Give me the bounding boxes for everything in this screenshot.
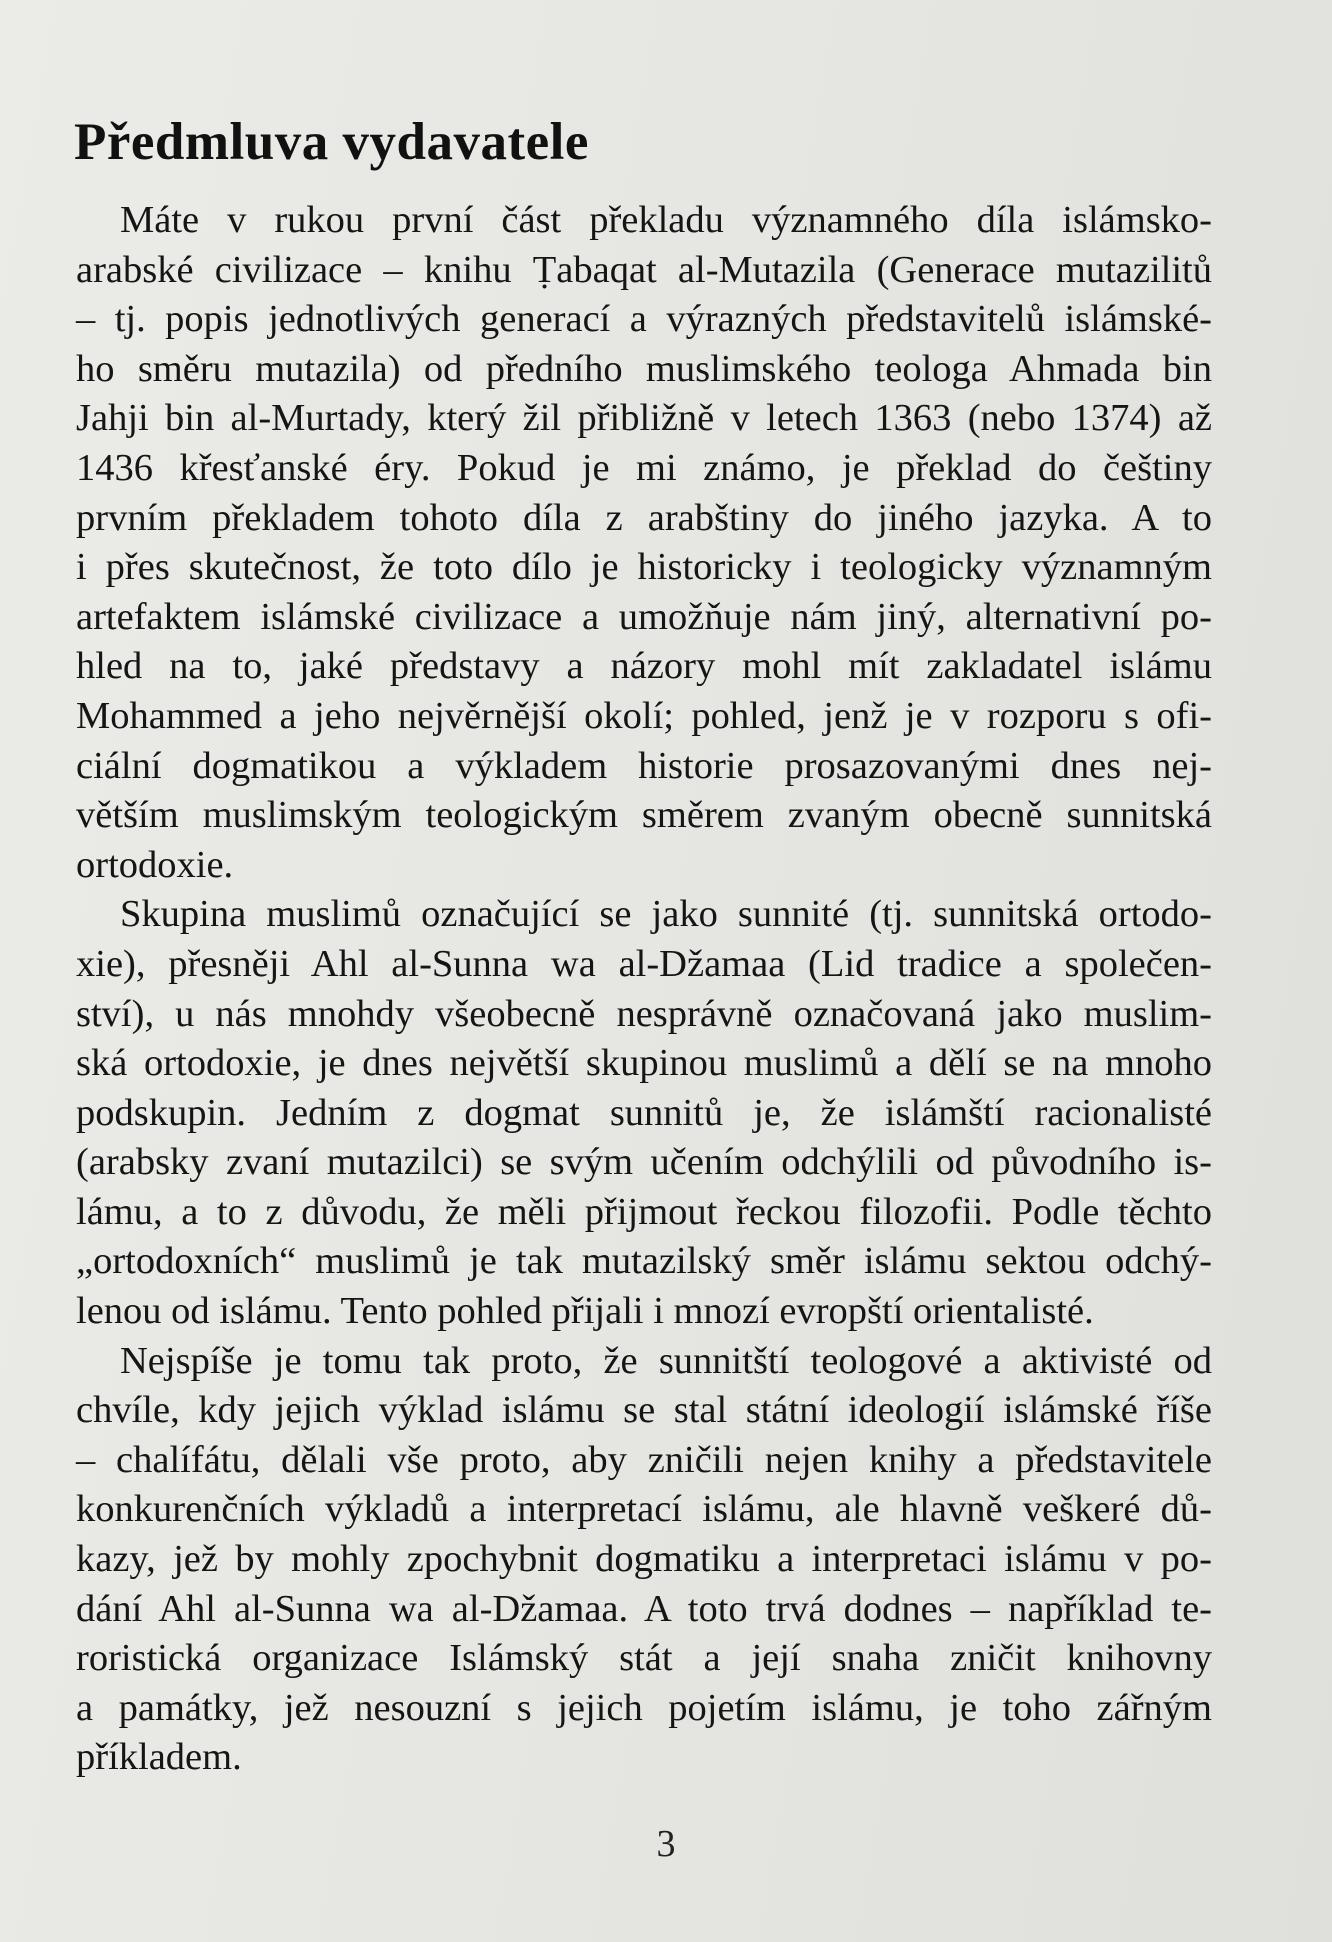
page-title: Předmluva vydavatele [74, 113, 589, 171]
text-line: roristická organizace Islámský stát a její snaha zničit knihovny [76, 1637, 1212, 1680]
text-line: Jahji bin al-Murtady, který žil přibližně v letech 1363 (nebo 1374) až [76, 397, 1212, 440]
text-line: příkladem. [76, 1736, 242, 1779]
text-line: ho směru mutazila) od předního muslimského teologa Ahmada bin [76, 347, 1212, 390]
text-line: prvním překladem tohoto díla z arabštiny do jiného jazyka. A to [76, 496, 1212, 539]
text-line: – tj. popis jednotlivých generací a výrazných představitelů islámské- [76, 298, 1212, 341]
text-line: i přes skutečnost, že toto dílo je historicky i teologicky významným [76, 546, 1212, 589]
text-line: lámu, a to z důvodu, že měli přijmout řeckou filozofii. Podle těchto [76, 1190, 1212, 1233]
text-line: 1436 křesťanské éry. Pokud je mi známo, je překlad do češtiny [76, 446, 1212, 489]
text-line: Skupina muslimů označující se jako sunnité (tj. sunnitská ortodo- [120, 893, 1212, 936]
text-line: podskupin. Jedním z dogmat sunnitů je, že islámští racionalisté [76, 1091, 1212, 1134]
paragraph [76, 196, 1212, 890]
text-line: (arabsky zvaní mutazilci) se svým učením odchýlili od původního is- [76, 1141, 1212, 1184]
text-line: ská ortodoxie, je dnes největší skupinou muslimů a dělí se na mnoho [76, 1042, 1212, 1085]
paragraph [76, 890, 1212, 1336]
text-line: větším muslimským teologickým směrem zvaným obecně sunnitská [76, 794, 1212, 837]
text-line: a památky, jež nesouzní s jejich pojetím islámu, je toho zářným [76, 1686, 1212, 1729]
text-line: Máte v rukou první část překladu významného díla islámsko- [120, 199, 1212, 241]
body-text [76, 196, 1212, 1783]
text-line: „ortodoxních“ muslimů je tak mutazilský směr islámu sektou odchý- [76, 1240, 1212, 1283]
text-line: konkurenčních výkladů a interpretací islámu, ale hlavně veškeré dů- [76, 1488, 1212, 1531]
text-line: arabské civilizace – knihu Ṭabaqat al-Mutazila (Generace mutazilitů [76, 248, 1212, 291]
text-line: hled na to, jaké představy a názory mohl mít zakladatel islámu [76, 645, 1212, 688]
text-line: Nejspíše je tomu tak proto, že sunnitští teologové a aktivisté od [120, 1339, 1212, 1382]
text-line: lenou od islámu. Tento pohled přijali i mnozí evropští orientalisté. [76, 1290, 1094, 1333]
text-line: chvíle, kdy jejich výklad islámu se stal státní ideologií islámské říše [76, 1389, 1212, 1432]
text-line: Mohammed a jeho nejvěrnější okolí; pohled, jenž je v rozporu s ofi- [76, 694, 1212, 737]
paragraph [76, 1337, 1212, 1783]
text-line: dání Ahl al-Sunna wa al-Džamaa. A toto trvá dodnes – například te- [76, 1587, 1212, 1630]
text-line: – chalífátu, dělali vše proto, aby zničili nejen knihy a představitele [76, 1438, 1212, 1481]
text-line: xie), přesněji Ahl al-Sunna wa al-Džamaa (Lid tradice a společen- [76, 942, 1212, 985]
page-number: 3 [656, 1823, 676, 1865]
text-line: ciální dogmatikou a výkladem historie prosazovanými dnes nej- [76, 744, 1212, 787]
text-line: ortodoxie. [76, 843, 234, 886]
text-line: artefaktem islámské civilizace a umožňuje nám jiný, alternativní po- [76, 595, 1212, 638]
text-line: ství), u nás mnohdy všeobecně nesprávně označovaná jako muslim- [76, 992, 1212, 1035]
text-line: kazy, jež by mohly zpochybnit dogmatiku a interpretaci islámu v po- [76, 1538, 1212, 1581]
